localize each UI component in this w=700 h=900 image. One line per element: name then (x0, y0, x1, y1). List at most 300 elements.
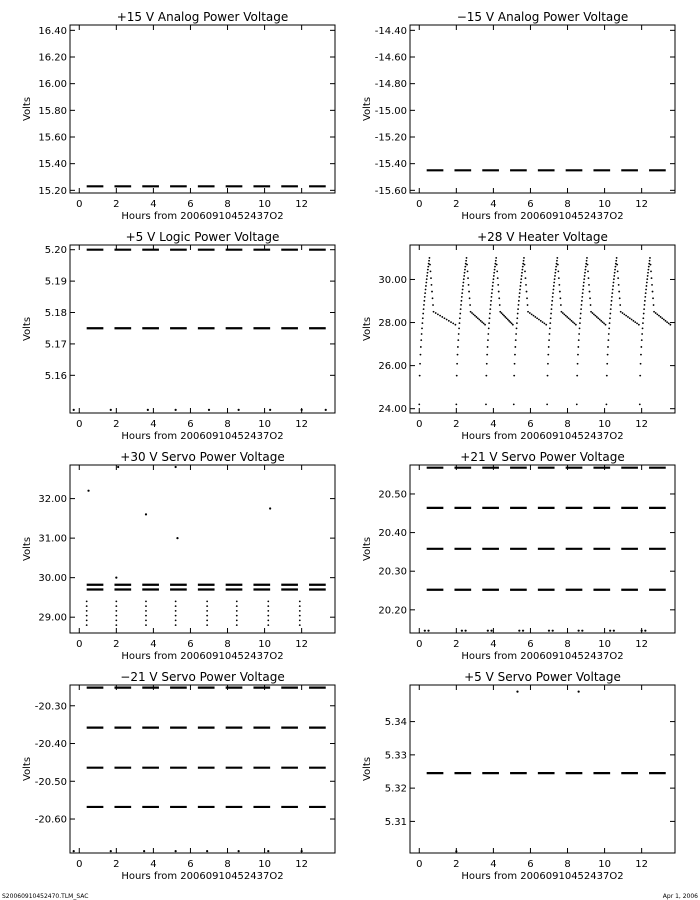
y-tick-label: 28.00 (378, 318, 407, 330)
data-point (643, 313, 645, 315)
data-point (490, 304, 492, 306)
data-point (517, 313, 519, 315)
data-point (550, 313, 552, 315)
data-point (86, 600, 88, 602)
data-point (87, 490, 89, 492)
data-point (427, 630, 429, 632)
data-point (525, 284, 527, 286)
data-point (73, 409, 75, 411)
data-point (579, 327, 581, 329)
data-point (432, 304, 434, 306)
data-point (464, 266, 466, 268)
data-point (422, 313, 424, 315)
data-point (606, 403, 608, 405)
x-axis-label: Hours from 20060910452437O2 (121, 871, 284, 882)
footer-left: S20060910452470.TLM_SAC (2, 893, 89, 900)
plot-frame (410, 25, 675, 193)
data-point (665, 320, 667, 322)
data-point (420, 354, 422, 356)
data-point (115, 605, 117, 607)
data-point (592, 312, 594, 314)
chart-5 (22, 450, 335, 662)
data-point (613, 630, 615, 632)
data-point (644, 296, 646, 298)
y-tick-label: 30.00 (38, 573, 67, 585)
data-point (461, 630, 463, 632)
y-tick-label: 29.00 (38, 612, 67, 624)
data-point (554, 278, 556, 280)
data-point (584, 272, 586, 274)
data-point (487, 339, 489, 341)
data-point (499, 304, 501, 306)
data-point (648, 269, 650, 271)
data-point (576, 375, 578, 377)
data-point (461, 292, 463, 294)
data-point (613, 278, 615, 280)
data-point (515, 339, 517, 341)
data-point (175, 610, 177, 612)
data-point (503, 315, 505, 317)
data-point (469, 304, 471, 306)
plot-frame (70, 465, 335, 633)
data-point (491, 292, 493, 294)
data-point (471, 312, 473, 314)
data-point (610, 308, 612, 310)
data-point (550, 317, 552, 319)
data-point (611, 296, 613, 298)
x-tick-label: 6 (527, 639, 534, 650)
data-point (299, 624, 301, 626)
data-point (504, 316, 506, 318)
data-point (607, 339, 609, 341)
data-point (491, 289, 493, 291)
data-point (433, 311, 435, 313)
data-point (175, 409, 177, 411)
chart-3 (22, 230, 335, 442)
data-point (432, 297, 434, 299)
data-point (461, 296, 463, 298)
data-point (489, 313, 491, 315)
data-point (611, 300, 613, 302)
x-axis-label: Hours from 20060910452437O2 (121, 651, 284, 662)
x-tick-label: 2 (113, 199, 120, 210)
data-point (487, 630, 489, 632)
x-tick-label: 2 (453, 859, 460, 870)
data-point (459, 313, 461, 315)
data-point (527, 311, 529, 313)
data-point (518, 296, 520, 298)
data-point (574, 323, 576, 325)
data-point (115, 624, 117, 626)
data-point (548, 346, 550, 348)
y-tick-label: -15.40 (374, 159, 407, 171)
data-point (496, 270, 498, 272)
data-point (459, 317, 461, 319)
data-point (587, 270, 589, 272)
y-tick-label: 24.00 (378, 404, 407, 416)
data-point (421, 327, 423, 329)
data-point (615, 260, 617, 262)
data-point (444, 317, 446, 319)
x-tick-label: 0 (76, 199, 83, 210)
data-point (446, 319, 448, 321)
y-tick-label: 20.30 (378, 566, 407, 578)
data-point (420, 346, 422, 348)
data-point (428, 260, 430, 262)
data-point (117, 466, 119, 468)
data-point (606, 363, 608, 365)
data-point (622, 312, 624, 314)
data-point (587, 264, 589, 266)
data-point (467, 277, 469, 279)
data-point (618, 291, 620, 293)
x-tick-label: 10 (258, 859, 271, 870)
x-tick-label: 2 (113, 419, 120, 430)
y-axis-label: Volts (362, 536, 373, 562)
data-point (425, 285, 427, 287)
chart-title: +30 V Servo Power Voltage (120, 450, 285, 464)
data-point (642, 327, 644, 329)
data-point (473, 313, 475, 315)
data-point (495, 257, 497, 259)
data-point (614, 269, 616, 271)
data-point (607, 354, 609, 356)
x-tick-label: 8 (564, 859, 571, 870)
x-axis-label: Hours from 20060910452437O2 (121, 211, 284, 222)
data-point (506, 317, 508, 319)
y-tick-label: 31.00 (38, 533, 67, 545)
chart-title: +5 V Servo Power Voltage (464, 670, 621, 684)
data-point (175, 600, 177, 602)
data-point (578, 691, 580, 693)
data-point (538, 319, 540, 321)
y-tick-label: -20.30 (34, 701, 67, 713)
data-point (489, 308, 491, 310)
data-point (554, 275, 556, 277)
x-tick-label: 12 (635, 859, 649, 870)
data-point (206, 619, 208, 621)
data-point (145, 610, 147, 612)
data-point (547, 354, 549, 356)
data-point (593, 313, 595, 315)
y-tick-label: 5.33 (384, 750, 407, 762)
chart-8 (362, 670, 675, 882)
data-point (585, 269, 587, 271)
data-point (455, 324, 457, 326)
data-point (613, 282, 615, 284)
data-point (639, 403, 641, 405)
data-point (487, 346, 489, 348)
data-point (522, 269, 524, 271)
data-point (457, 354, 459, 356)
data-point (435, 312, 437, 314)
x-tick-label: 10 (258, 639, 271, 650)
chart-title: −15 V Analog Power Voltage (456, 10, 629, 24)
data-point (206, 624, 208, 626)
data-point (590, 304, 592, 306)
data-point (578, 333, 580, 335)
x-tick-label: 12 (635, 199, 649, 210)
data-point (110, 409, 112, 411)
data-point (552, 296, 554, 298)
data-point (499, 311, 501, 313)
y-tick-label: -15.60 (374, 185, 407, 197)
chart-4 (362, 230, 675, 442)
data-point (301, 409, 303, 411)
data-point (516, 691, 518, 693)
data-point (551, 300, 553, 302)
data-point (519, 292, 521, 294)
data-point (520, 278, 522, 280)
data-point (513, 375, 515, 377)
data-point (267, 610, 269, 612)
data-point (558, 277, 560, 279)
data-point (208, 409, 210, 411)
chart-2 (362, 10, 675, 222)
data-point (533, 315, 535, 317)
x-tick-label: 4 (150, 639, 157, 650)
data-point (470, 311, 472, 313)
data-point (549, 322, 551, 324)
y-tick-label: 5.18 (44, 308, 67, 320)
data-point (669, 324, 671, 326)
data-point (668, 323, 670, 325)
data-point (590, 311, 592, 313)
data-point (457, 339, 459, 341)
data-point (86, 610, 88, 612)
chart-title: +28 V Heater Voltage (477, 230, 608, 244)
data-point (489, 317, 491, 319)
data-point (580, 313, 582, 315)
data-point (145, 600, 147, 602)
data-point (581, 630, 583, 632)
data-point (269, 507, 271, 509)
data-point (548, 339, 550, 341)
data-point (611, 292, 613, 294)
data-point (459, 322, 461, 324)
data-point (514, 363, 516, 365)
data-point (426, 278, 428, 280)
data-point (427, 272, 429, 274)
y-tick-label: 5.17 (44, 339, 67, 351)
data-point (441, 316, 443, 318)
x-tick-label: 4 (150, 859, 157, 870)
data-point (594, 315, 596, 317)
data-point (589, 297, 591, 299)
x-tick-label: 6 (527, 859, 534, 870)
data-point (588, 277, 590, 279)
data-point (465, 260, 467, 262)
data-point (527, 304, 529, 306)
data-point (86, 605, 88, 607)
data-point (579, 322, 581, 324)
data-point (267, 615, 269, 617)
data-point (431, 291, 433, 293)
data-point (521, 275, 523, 277)
data-point (424, 630, 426, 632)
x-tick-label: 10 (258, 419, 271, 430)
data-point (502, 313, 504, 315)
data-point (450, 321, 452, 323)
x-tick-label: 4 (490, 419, 497, 430)
data-point (607, 346, 609, 348)
x-tick-label: 2 (113, 639, 120, 650)
x-tick-label: 12 (295, 199, 309, 210)
data-point (463, 275, 465, 277)
y-tick-label: 5.31 (384, 816, 407, 828)
data-point (547, 363, 549, 365)
data-point (492, 282, 494, 284)
chart-1 (22, 10, 335, 222)
data-point (615, 266, 617, 268)
data-point (427, 266, 429, 268)
data-point (650, 264, 652, 266)
x-tick-label: 8 (224, 859, 231, 870)
data-point (429, 264, 431, 266)
data-point (619, 297, 621, 299)
data-point (429, 257, 431, 259)
data-point (516, 327, 518, 329)
data-point (145, 619, 147, 621)
x-tick-label: 2 (453, 199, 460, 210)
data-point (616, 264, 618, 266)
y-axis-label: Volts (362, 96, 373, 122)
data-point (490, 300, 492, 302)
data-point (462, 285, 464, 287)
data-point (460, 308, 462, 310)
data-point (86, 615, 88, 617)
data-point (460, 304, 462, 306)
data-point (521, 272, 523, 274)
x-tick-label: 12 (295, 859, 309, 870)
data-point (175, 624, 177, 626)
data-point (642, 322, 644, 324)
y-tick-label: 5.19 (44, 276, 67, 288)
data-point (536, 317, 538, 319)
data-point (517, 308, 519, 310)
data-point (491, 296, 493, 298)
data-point (143, 850, 145, 852)
y-axis-label: Volts (362, 756, 373, 782)
data-point (145, 513, 147, 515)
y-tick-label: -15.20 (374, 132, 407, 144)
data-point (236, 605, 238, 607)
data-point (583, 282, 585, 284)
data-point (572, 321, 574, 323)
data-point (581, 304, 583, 306)
data-point (487, 333, 489, 335)
x-tick-label: 6 (187, 639, 194, 650)
data-point (206, 615, 208, 617)
data-point (579, 317, 581, 319)
data-point (652, 291, 654, 293)
data-point (439, 315, 441, 317)
data-point (147, 409, 149, 411)
chart-title: +5 V Logic Power Voltage (125, 230, 280, 244)
data-point (497, 277, 499, 279)
data-point (461, 300, 463, 302)
data-point (515, 333, 517, 335)
x-tick-label: 6 (187, 859, 194, 870)
data-point (577, 354, 579, 356)
data-point (420, 339, 422, 341)
data-point (475, 316, 477, 318)
x-tick-label: 12 (295, 419, 309, 430)
data-point (86, 619, 88, 621)
data-point (508, 320, 510, 322)
y-axis-label: Volts (22, 316, 33, 342)
plot-frame (70, 685, 335, 853)
data-point (421, 333, 423, 335)
plot-frame (70, 25, 335, 193)
data-point (524, 264, 526, 266)
data-point (649, 260, 651, 262)
data-point (496, 264, 498, 266)
x-tick-label: 0 (76, 419, 83, 430)
data-point (559, 291, 561, 293)
data-point (431, 284, 433, 286)
y-axis-label: Volts (22, 96, 33, 122)
data-point (507, 319, 509, 321)
data-point (583, 285, 585, 287)
data-point (486, 363, 488, 365)
data-point (652, 297, 654, 299)
y-tick-label: 30.00 (378, 274, 407, 286)
data-point (456, 375, 458, 377)
data-point (494, 266, 496, 268)
data-point (640, 346, 642, 348)
data-point (494, 269, 496, 271)
data-point (577, 363, 579, 365)
data-point (175, 605, 177, 607)
data-point (474, 315, 476, 317)
data-point (516, 322, 518, 324)
data-point (554, 272, 556, 274)
x-axis-label: Hours from 20060910452437O2 (461, 871, 624, 882)
data-point (641, 333, 643, 335)
data-point (501, 312, 503, 314)
data-point (571, 320, 573, 322)
data-point (419, 375, 421, 377)
data-point (206, 600, 208, 602)
x-tick-label: 0 (416, 859, 423, 870)
data-point (325, 409, 327, 411)
data-point (467, 270, 469, 272)
data-point (586, 260, 588, 262)
x-tick-label: 8 (564, 199, 571, 210)
data-point (647, 275, 649, 277)
data-point (493, 278, 495, 280)
data-point (419, 363, 421, 365)
data-point (642, 317, 644, 319)
data-point (423, 300, 425, 302)
chart-6 (362, 450, 675, 662)
data-point (430, 277, 432, 279)
data-point (596, 316, 598, 318)
x-tick-label: 8 (564, 419, 571, 430)
data-point (481, 321, 483, 323)
data-point (495, 260, 497, 262)
data-point (646, 278, 648, 280)
data-point (634, 321, 636, 323)
data-point (549, 327, 551, 329)
data-point (267, 624, 269, 626)
data-point (617, 270, 619, 272)
data-point (448, 320, 450, 322)
data-point (485, 403, 487, 405)
data-point (525, 277, 527, 279)
data-point (542, 321, 544, 323)
